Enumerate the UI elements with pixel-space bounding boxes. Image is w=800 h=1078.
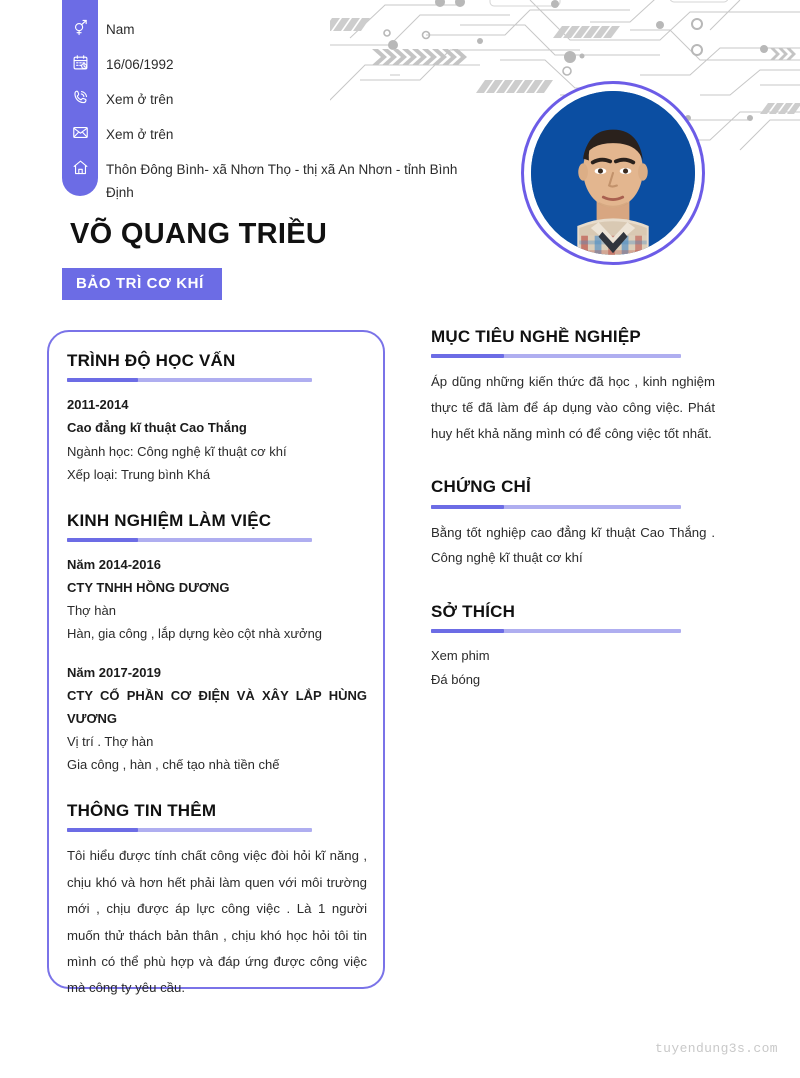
section-title-experience: KINH NGHIỆM LÀM VIỆC [67,510,272,530]
section-title-education: TRÌNH ĐỘ HỌC VẤN [67,351,236,370]
education-major: Ngành học: Công nghệ kĩ thuật cơ khí [67,443,287,459]
phone-icon [62,88,98,106]
contact-value-email: Xem ở trên [106,127,174,142]
experience-years: Năm 2017-2019 [67,664,161,680]
contact-row-address [62,158,482,204]
section-title-hobbies: SỞ THÍCH [431,602,516,622]
avatar-photo [531,91,695,255]
experience-role: Vị trí . Thợ hàn [67,733,154,749]
section-rule-certificates [431,505,681,509]
experience-company: CTY TNHH HỒNG DƯƠNG [67,580,230,596]
email-icon [62,123,98,141]
experience-entry [67,553,367,646]
section-more-info [67,800,367,1002]
section-hobbies [431,601,715,692]
experience-entry [67,661,367,777]
experience-years: Năm 2014-2016 [67,557,161,572]
left-column-content [67,350,367,1002]
hobby-item: Đá bóng [431,672,481,688]
education-entry [67,393,367,486]
section-rule-experience [67,538,312,542]
right-column-content [431,326,715,693]
contact-row-email [62,123,482,147]
contact-row-phone [62,88,482,112]
contact-row-birthdate [62,53,482,77]
section-title-more-info: THÔNG TIN THÊM [67,801,217,821]
section-rule-more-info [67,828,312,832]
contact-row-gender [62,18,482,42]
objective-body: Áp dũng những kiến thức đã học , kinh nghiệm thực tế đã làm để áp dụng vào công việc. Phát huy hết khả năng mình có để công việc tốt nhất. [431,374,715,441]
section-title-certificates: CHỨNG CHỈ [431,477,531,497]
job-title-badge: BẢO TRÌ CƠ KHÍ [62,268,222,300]
calendar-icon [62,53,98,71]
education-school: Cao đẳng kĩ thuật Cao Thắng [67,420,247,436]
section-education [67,350,367,486]
section-objective [431,326,715,446]
gender-icon [62,18,98,36]
section-rule-objective [431,354,681,358]
contact-value-gender: Nam [106,22,135,37]
education-grade: Xếp loại: Trung bình Khá [67,466,211,482]
section-certificates [431,476,715,571]
section-rule-education [67,378,312,382]
avatar [521,81,705,265]
section-rule-hobbies [431,629,681,633]
experience-company: CTY CỔ PHẦN CƠ ĐIỆN VÀ XÂY LẮP HÙNG VƯƠNG [67,687,367,726]
home-icon [62,158,98,176]
contact-value-address: Thôn Đông Bình- xã Nhơn Thọ - thị xã An Nhơn - tỉnh Bình Định [106,162,458,201]
contact-list [62,18,482,215]
experience-detail: Gia công , hàn , chế tạo nhà tiền chế [67,757,280,772]
certificates-body: Bằng tốt nghiệp cao đẳng kĩ thuật Cao Thắng . Công nghệ kĩ thuật cơ khí [431,524,715,566]
more-info-body: Tôi hiểu được tính chất công việc đòi hỏi kĩ năng , chịu khó và hơn hết phải làm quen với môi trường mới , chịu được áp lực công việc . Là 1 người muốn thử thách bản thân , chịu khó học hỏi tôi tin mình có thể phù hợp và đáp ứng được công việc mà công ty yêu cầu. [67,848,367,996]
experience-role: Thợ hàn [67,603,116,619]
education-years: 2011-2014 [67,397,129,413]
contact-value-birthdate: 16/06/1992 [106,57,174,72]
candidate-name: VÕ QUANG TRIỀU [70,218,328,250]
hobby-item: Xem phim [431,648,490,664]
contact-value-phone: Xem ở trên [106,92,174,107]
section-title-objective: MỤC TIÊU NGHỀ NGHIỆP [431,327,641,346]
experience-detail: Hàn, gia công , lắp dựng kèo cột nhà xưởng [67,626,323,642]
section-experience [67,510,367,776]
site-watermark: tuyendung3s.com [654,1041,778,1056]
